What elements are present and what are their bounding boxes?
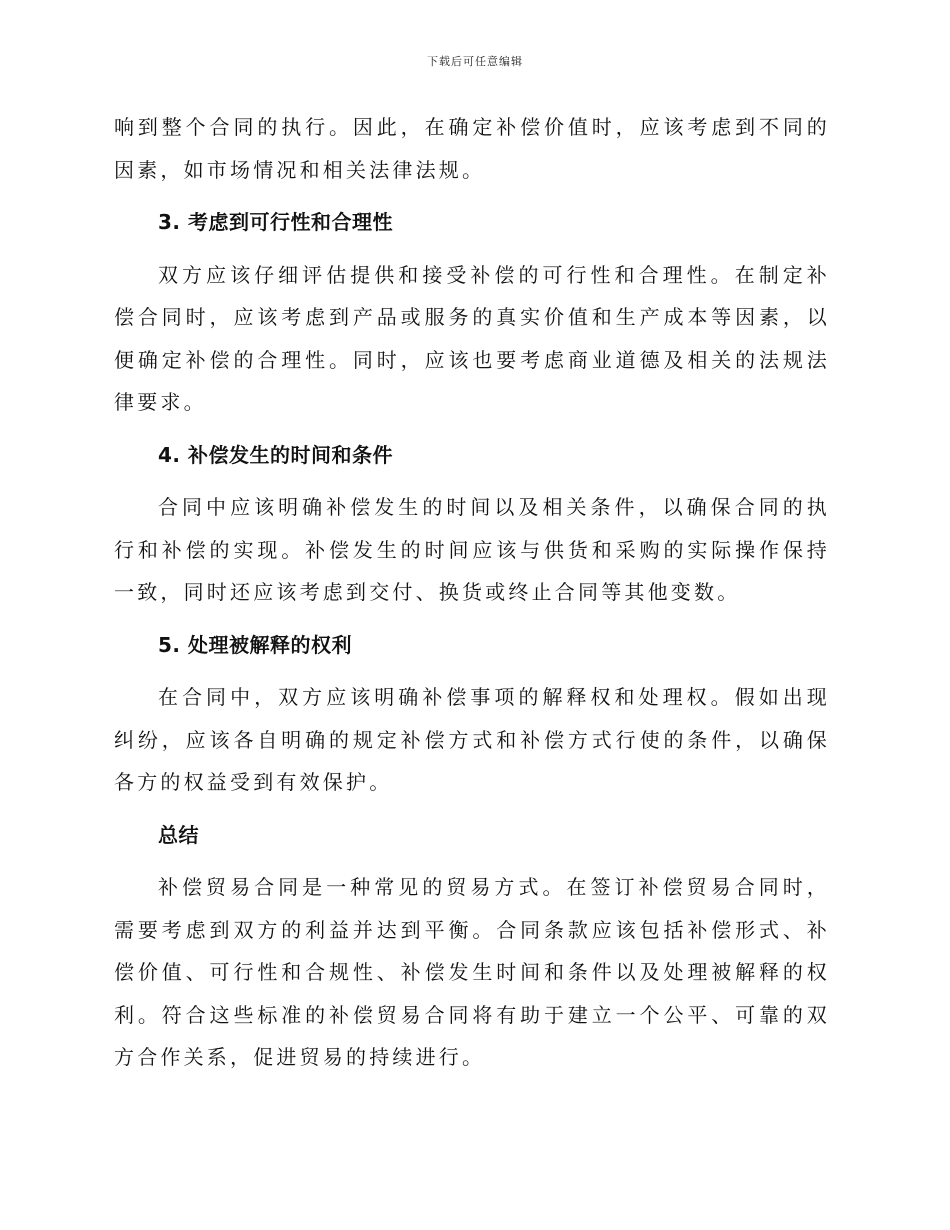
summary-paragraph: 补偿贸易合同是一种常见的贸易方式。在签订补偿贸易合同时，需要考虑到双方的利益并达到平衡。合同条款应该包括补偿形式、补偿价值、可行性和合规性、补偿发生时间和条件以及处理被解释的权利。符合这些标准的补偿贸易合同将有助于建立一个公平、可靠的双方合作关系，促进贸易的持续进行。 <box>114 875 830 1069</box>
section-3-paragraph: 双方应该仔细评估提供和接受补偿的可行性和合理性。在制定补偿合同时，应该考虑到产品或服务的真实价值和生产成本等因素，以便确定补偿的合理性。同时，应该也要考虑商业道德及相关的法规法律要求。 <box>114 262 830 414</box>
section-4-paragraph: 合同中应该明确补偿发生的时间以及相关条件，以确保合同的执行和补偿的实现。补偿发生的时间应该与供货和采购的实际操作保持一致，同时还应该考虑到交付、换货或终止合同等其他变数。 <box>114 495 830 604</box>
page-header: 下载后可任意编辑 <box>427 55 523 68</box>
intro-paragraph: 响到整个合同的执行。因此，在确定补偿价值时，应该考虑到不同的因素，如市场情况和相关法律法规。 <box>114 115 830 182</box>
section-5-heading: 5. 处理被解释的权利 <box>158 632 352 657</box>
section-5-paragraph: 在合同中，双方应该明确补偿事项的解释权和处理权。假如出现纠纷，应该各自明确的规定补偿方式和补偿方式行使的条件，以确保各方的权益受到有效保护。 <box>114 685 830 794</box>
summary-heading: 总结 <box>158 822 199 847</box>
section-4-heading: 4. 补偿发生的时间和条件 <box>158 442 393 467</box>
section-3-heading: 3. 考虑到可行性和合理性 <box>158 210 393 234</box>
document-body <box>114 106 830 1089</box>
